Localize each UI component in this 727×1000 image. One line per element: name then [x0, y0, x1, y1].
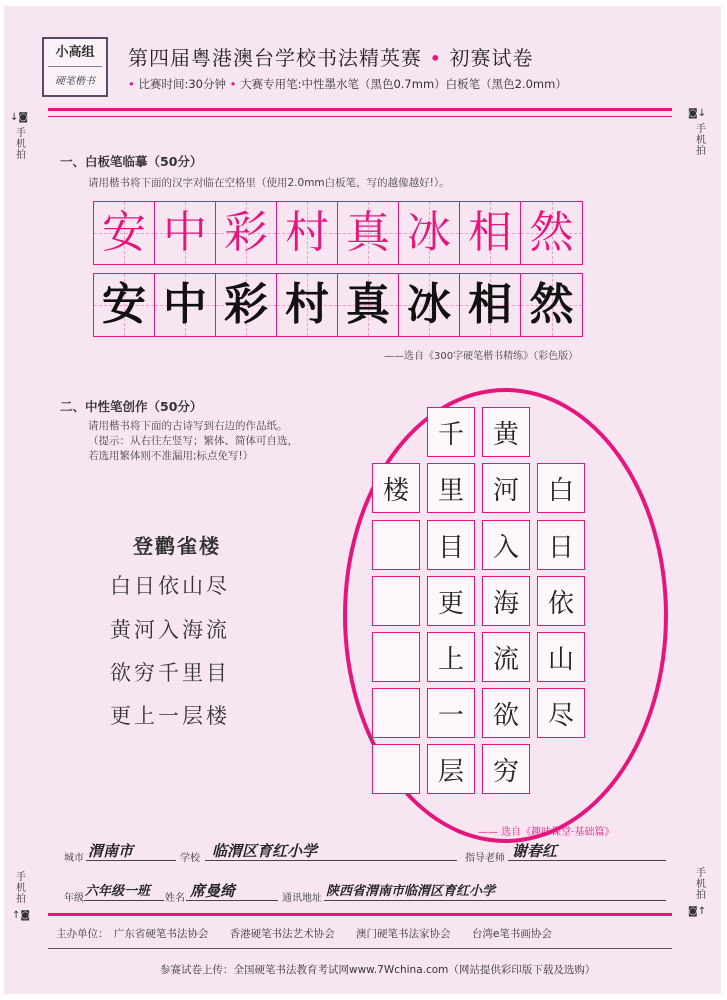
name-value[interactable]: 席曼绮: [190, 882, 236, 900]
footer-rule: [48, 913, 672, 916]
section2-instruction-line: （提示：从右往左竖写；繁体、简体可自选，: [88, 435, 298, 447]
work-cell: [372, 744, 420, 794]
work-cell: 日: [537, 520, 585, 570]
organizer: 台湾e笔书画协会: [471, 928, 552, 940]
sample-char: 安: [102, 207, 146, 258]
written-char: 真: [346, 279, 390, 330]
sample-char: 相: [468, 207, 512, 258]
grade-underline: [84, 900, 164, 901]
organizers-label: 主办单位：: [56, 928, 109, 940]
grid-cell: [277, 274, 338, 336]
grid-cell: [338, 274, 399, 336]
work-cell: 山: [537, 632, 585, 682]
work-cell: 海: [482, 576, 530, 626]
copy-grid-handwritten: [93, 273, 583, 337]
work-cell: [372, 520, 420, 570]
grade-label: 年级: [64, 893, 84, 904]
side-tag-bottom-right: 手机拍: [696, 868, 706, 901]
pen-requirements: 大赛专用笔:中性墨水笔（黑色0.7mm）白板笔（黑色2.0mm）: [240, 77, 567, 91]
sample-char: 中: [163, 207, 207, 258]
organizers: [56, 926, 570, 941]
grid-cell: [155, 202, 216, 264]
work-cell: 里: [427, 463, 475, 513]
work-cell: 一: [427, 688, 475, 738]
organizer: 香港硬笔书法艺术协会: [229, 928, 335, 940]
school-label: 学校: [180, 853, 200, 864]
page-title: [128, 42, 534, 71]
camera-icon: ◙↑: [688, 906, 707, 917]
name-label: 姓名: [165, 893, 185, 904]
school-underline: [205, 860, 457, 861]
written-char: 冰: [407, 279, 451, 330]
section2-source: —— 选自《趣味课堂·基础篇》: [478, 827, 615, 838]
side-tag-top-right: 手机拍: [696, 124, 706, 157]
address-value[interactable]: 陕西省渭南市临渭区育红小学: [326, 884, 496, 899]
camera-icon: ↑◙: [12, 910, 31, 921]
sample-char: 然: [529, 207, 574, 258]
work-cell: 更: [427, 576, 475, 626]
category-label: 硬笔楷书: [55, 76, 95, 87]
header-rule-thin: [48, 116, 672, 117]
sample-char: 真: [346, 207, 390, 258]
work-cell: 目: [427, 520, 475, 570]
teacher-label: 指导老师: [465, 853, 505, 864]
poem-line: 更上一层楼: [110, 704, 230, 728]
section1-source: ——选自《300字硬笔楷书精练》（彩色版）: [384, 351, 579, 362]
school-value[interactable]: 临渭区育红小学: [212, 842, 318, 860]
written-char: 村: [285, 279, 329, 330]
work-cell: 依: [537, 576, 585, 626]
work-cell: 尽: [537, 688, 585, 738]
teacher-underline: [508, 860, 666, 861]
exam-time: 比赛时间:30分钟: [138, 77, 226, 91]
title-tail: 初赛试卷: [449, 46, 534, 70]
work-cell: [372, 688, 420, 738]
upload-note: 参赛试卷上传：全国硬笔书法教育考试网www.7Wchina.com（网站提供彩印版下载及选购）: [160, 964, 596, 976]
section2-instruction-line: 请用楷书将下面的古诗写到右边的作品纸。: [88, 420, 288, 432]
grid-cell: [399, 274, 460, 336]
sample-char: 彩: [224, 207, 268, 258]
poem-line: 白日依山尽: [110, 574, 230, 598]
exam-rules: [128, 76, 567, 92]
sample-char: 村: [285, 207, 329, 258]
grid-cell: [521, 202, 582, 264]
work-cell: 层: [427, 744, 475, 794]
grid-cell: [460, 274, 521, 336]
section1-heading: 一、白板笔临摹（50分）: [60, 154, 203, 169]
camera-icon: ↓◙: [10, 112, 29, 123]
written-char: 安: [102, 279, 146, 330]
bullet-dot: •: [128, 77, 135, 91]
address-underline: [324, 900, 666, 901]
grid-cell: [521, 274, 582, 336]
sample-char: 冰: [407, 207, 451, 258]
work-cell: 千: [427, 407, 475, 457]
work-cell: 入: [482, 520, 530, 570]
poem-line: 黄河入海流: [110, 618, 230, 642]
grid-cell: [277, 202, 338, 264]
work-cell: 上: [427, 632, 475, 682]
poem-line: 欲穷千里目: [110, 661, 230, 685]
city-label: 城市: [64, 853, 84, 864]
grid-cell: [338, 202, 399, 264]
city-value[interactable]: 渭南市: [88, 842, 134, 860]
work-cell: 河: [482, 463, 530, 513]
work-cell: 穷: [482, 744, 530, 794]
poem-title: 登鹳雀楼: [133, 534, 221, 558]
work-cell: 流: [482, 632, 530, 682]
title-main: 第四届粤港澳台学校书法精英赛: [128, 46, 422, 70]
camera-icon: ◙↓: [688, 108, 707, 119]
organizer: 广东省硬笔书法协会: [113, 928, 209, 940]
organizer: 澳门硬笔书法家协会: [356, 928, 451, 940]
grid-cell: [216, 274, 277, 336]
written-char: 彩: [224, 279, 268, 330]
title-separator: •: [429, 46, 443, 70]
work-cell: 欲: [482, 688, 530, 738]
badge-divider: [48, 66, 102, 67]
written-char: 然: [529, 279, 574, 330]
teacher-value[interactable]: 谢春红: [512, 842, 558, 860]
side-tag-bottom-left: 手机拍: [16, 872, 26, 905]
copy-grid-sample: [93, 201, 583, 265]
written-char: 相: [468, 279, 512, 330]
group-label: 小高组: [55, 45, 95, 60]
grid-cell: [216, 202, 277, 264]
group-badge: [42, 37, 108, 97]
section2-heading: 二、中性笔创作（50分）: [60, 399, 203, 414]
grid-cell: [94, 274, 155, 336]
work-cell: [372, 632, 420, 682]
grid-cell: [94, 202, 155, 264]
bullet-dot: •: [229, 77, 237, 91]
name-underline: [186, 900, 278, 901]
section2-instruction-line: 若选用繁体则不准漏用;标点免写!）: [88, 450, 254, 462]
work-cell: 楼: [372, 463, 420, 513]
grid-cell: [460, 202, 521, 264]
grid-cell: [399, 202, 460, 264]
grid-cell: [155, 274, 216, 336]
header-rule: [48, 108, 672, 111]
work-cell: 白: [537, 463, 585, 513]
section1-instruction: 请用楷书将下面的汉字对临在空格里（使用2.0mm白板笔，写的越像越好!）。: [88, 177, 450, 189]
work-cell: [372, 576, 420, 626]
written-char: 中: [163, 279, 207, 330]
footer-divider: [48, 948, 672, 949]
grade-value[interactable]: 六年级一班: [85, 884, 151, 899]
city-underline: [86, 860, 176, 861]
side-tag-top-left: 手机拍: [16, 128, 26, 161]
work-cell: 黄: [482, 407, 530, 457]
address-label: 通讯地址: [282, 893, 322, 904]
